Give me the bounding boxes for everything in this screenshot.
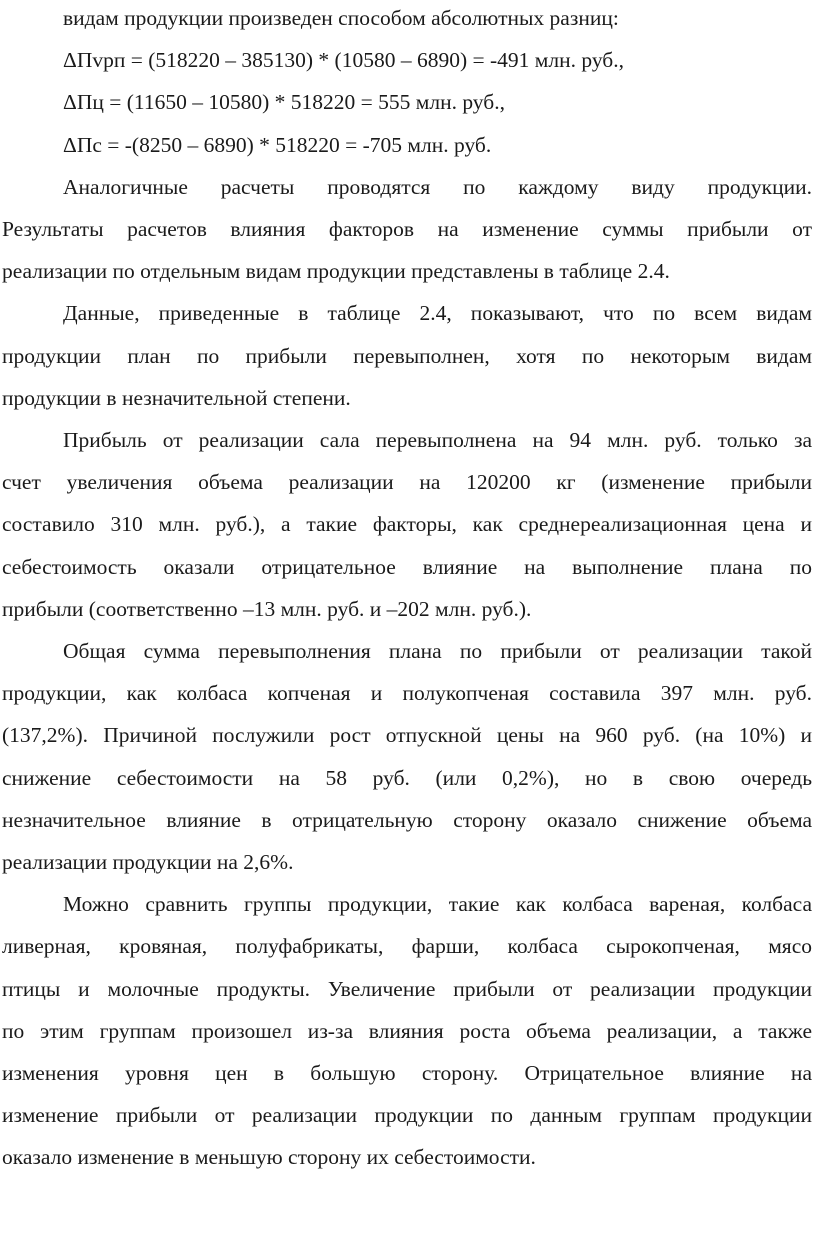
paragraph-table-summary xyxy=(2,292,812,419)
paragraph-line: продукции в незначительной степени. xyxy=(2,385,351,410)
paragraph-line: Данные, приведенные в таблице 2.4, показывают, что по всем видам xyxy=(63,301,812,326)
paragraph-line: продукции, как колбаса копченая и полукопченая составила 397 млн. руб. xyxy=(2,681,812,706)
paragraph-line: себестоимость оказали отрицательное влияние на выполнение плана по xyxy=(2,554,812,579)
paragraph-line: (137,2%). Причиной послужили рост отпускной цены на 960 руб. (на 10%) и xyxy=(2,723,812,748)
paragraph-line: реализации по отдельным видам продукции представлены в таблице 2.4. xyxy=(2,259,670,284)
paragraph-line: реализации продукции на 2,6%. xyxy=(2,850,294,875)
formula-price: ΔПц = (11650 – 10580) * 518220 = 555 млн. руб., xyxy=(63,90,505,115)
paragraph-line: изменение прибыли от реализации продукции по данным группам продукции xyxy=(2,1103,812,1128)
paragraph-line: Прибыль от реализации сала перевыполнена на 94 млн. руб. только за xyxy=(63,428,812,453)
formula-volume: ΔПvрп = (518220 – 385130) * (10580 – 6890) = -491 млн. руб., xyxy=(63,48,624,73)
paragraph-product-groups xyxy=(2,883,812,1178)
paragraph-line: незначительное влияние в отрицательную сторону оказало снижение объема xyxy=(2,807,812,832)
paragraph-line: продукции план по прибыли перевыполнен, хотя по некоторым видам xyxy=(2,343,812,368)
paragraph-line: изменения уровня цен в большую сторону. Отрицательное влияние на xyxy=(2,1061,812,1086)
intro-line: видам продукции произведен способом абсолютных разниц: xyxy=(63,6,619,30)
formula-cost: ΔПс = -(8250 – 6890) * 518220 = -705 млн. руб. xyxy=(63,132,492,157)
paragraph-line: по этим группам произошел из-за влияния роста объема реализации, а также xyxy=(2,1018,812,1043)
paragraph-line: снижение себестоимости на 58 руб. (или 0,2%), но в свою очередь xyxy=(2,765,812,790)
paragraph-line: Аналогичные расчеты проводятся по каждому виду продукции. xyxy=(63,174,812,199)
paragraph-line: оказало изменение в меньшую сторону их себестоимости. xyxy=(2,1145,536,1170)
paragraph-line: составило 310 млн. руб.), а такие факторы, как среднереализационная цена и xyxy=(2,512,812,537)
paragraph-smoked-sausage xyxy=(2,630,812,883)
paragraph-line: птицы и молочные продукты. Увеличение прибыли от реализации продукции xyxy=(2,976,812,1001)
paragraph-line: прибыли (соответственно –13 млн. руб. и –202 млн. руб.). xyxy=(2,596,532,621)
paragraph-line: Общая сумма перевыполнения плана по прибыли от реализации такой xyxy=(63,639,812,664)
paragraph-lard xyxy=(2,419,812,630)
paragraph-line: Результаты расчетов влияния факторов на изменение суммы прибыли от xyxy=(2,217,812,242)
paragraph-line: ливерная, кровяная, полуфабрикаты, фарши, колбаса сырокопченая, мясо xyxy=(2,934,812,959)
paragraph-line: Можно сравнить группы продукции, такие как колбаса вареная, колбаса xyxy=(63,892,812,917)
paragraph-calculations xyxy=(2,166,812,293)
paragraph-line: счет увеличения объема реализации на 120200 кг (изменение прибыли xyxy=(2,470,812,495)
